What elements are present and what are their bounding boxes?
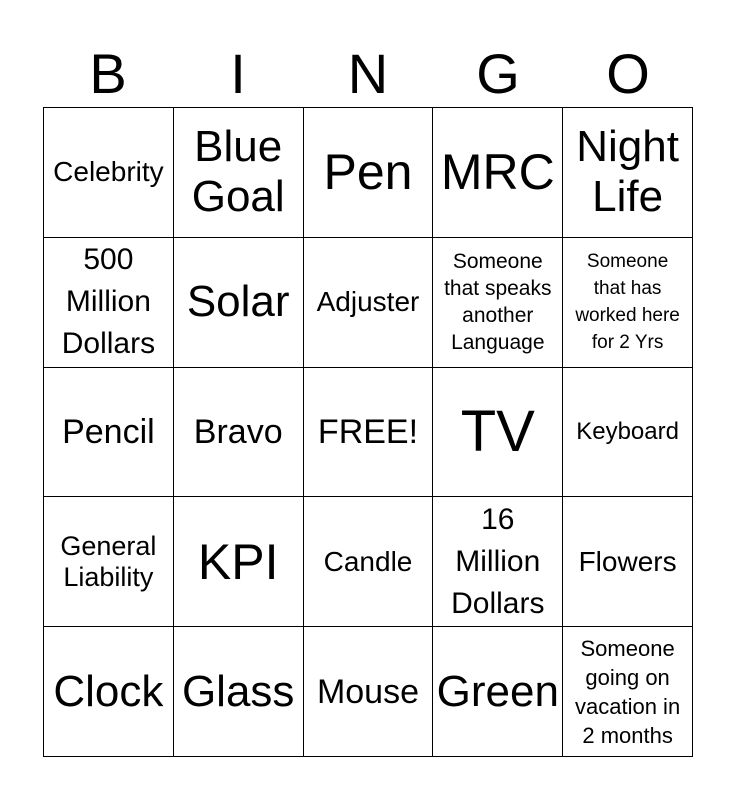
bingo-cell[interactable]: Celebrity [44, 108, 174, 238]
bingo-cell[interactable]: Blue Goal [174, 108, 304, 238]
bingo-cell[interactable]: Someone that speaks another Language [433, 238, 563, 368]
bingo-cell[interactable]: Glass [174, 627, 304, 757]
bingo-cell[interactable]: Clock [44, 627, 174, 757]
bingo-cell[interactable]: Pencil [44, 368, 174, 498]
bingo-cell[interactable]: 500 Million Dollars [44, 238, 174, 368]
bingo-cell[interactable]: General Liability [44, 497, 174, 627]
bingo-cell[interactable]: TV [433, 368, 563, 498]
header-letter-i: I [230, 42, 246, 105]
header-letter-g: G [476, 42, 520, 105]
header-letter-b: B [89, 42, 127, 105]
bingo-cell[interactable]: Candle [304, 497, 434, 627]
bingo-cell[interactable]: Solar [174, 238, 304, 368]
bingo-cell[interactable]: Keyboard [563, 368, 693, 498]
bingo-cell[interactable]: Pen [304, 108, 434, 238]
bingo-cell[interactable]: KPI [174, 497, 304, 627]
bingo-header [43, 40, 693, 108]
bingo-cell[interactable]: Someone going on vacation in 2 months [563, 627, 693, 757]
bingo-cell[interactable]: 16 Million Dollars [433, 497, 563, 627]
bingo-card [43, 107, 693, 757]
bingo-cell[interactable]: Night Life [563, 108, 693, 238]
bingo-cell[interactable]: FREE! [304, 368, 434, 498]
bingo-cell[interactable]: Someone that has worked here for 2 Yrs [563, 238, 693, 368]
bingo-cell[interactable]: Bravo [174, 368, 304, 498]
header-letter-o: O [606, 42, 650, 105]
bingo-cell[interactable]: Green [433, 627, 563, 757]
bingo-cell[interactable]: Adjuster [304, 238, 434, 368]
bingo-cell[interactable]: MRC [433, 108, 563, 238]
bingo-cell[interactable]: Flowers [563, 497, 693, 627]
header-letter-n: N [347, 42, 389, 105]
bingo-cell[interactable]: Mouse [304, 627, 434, 757]
